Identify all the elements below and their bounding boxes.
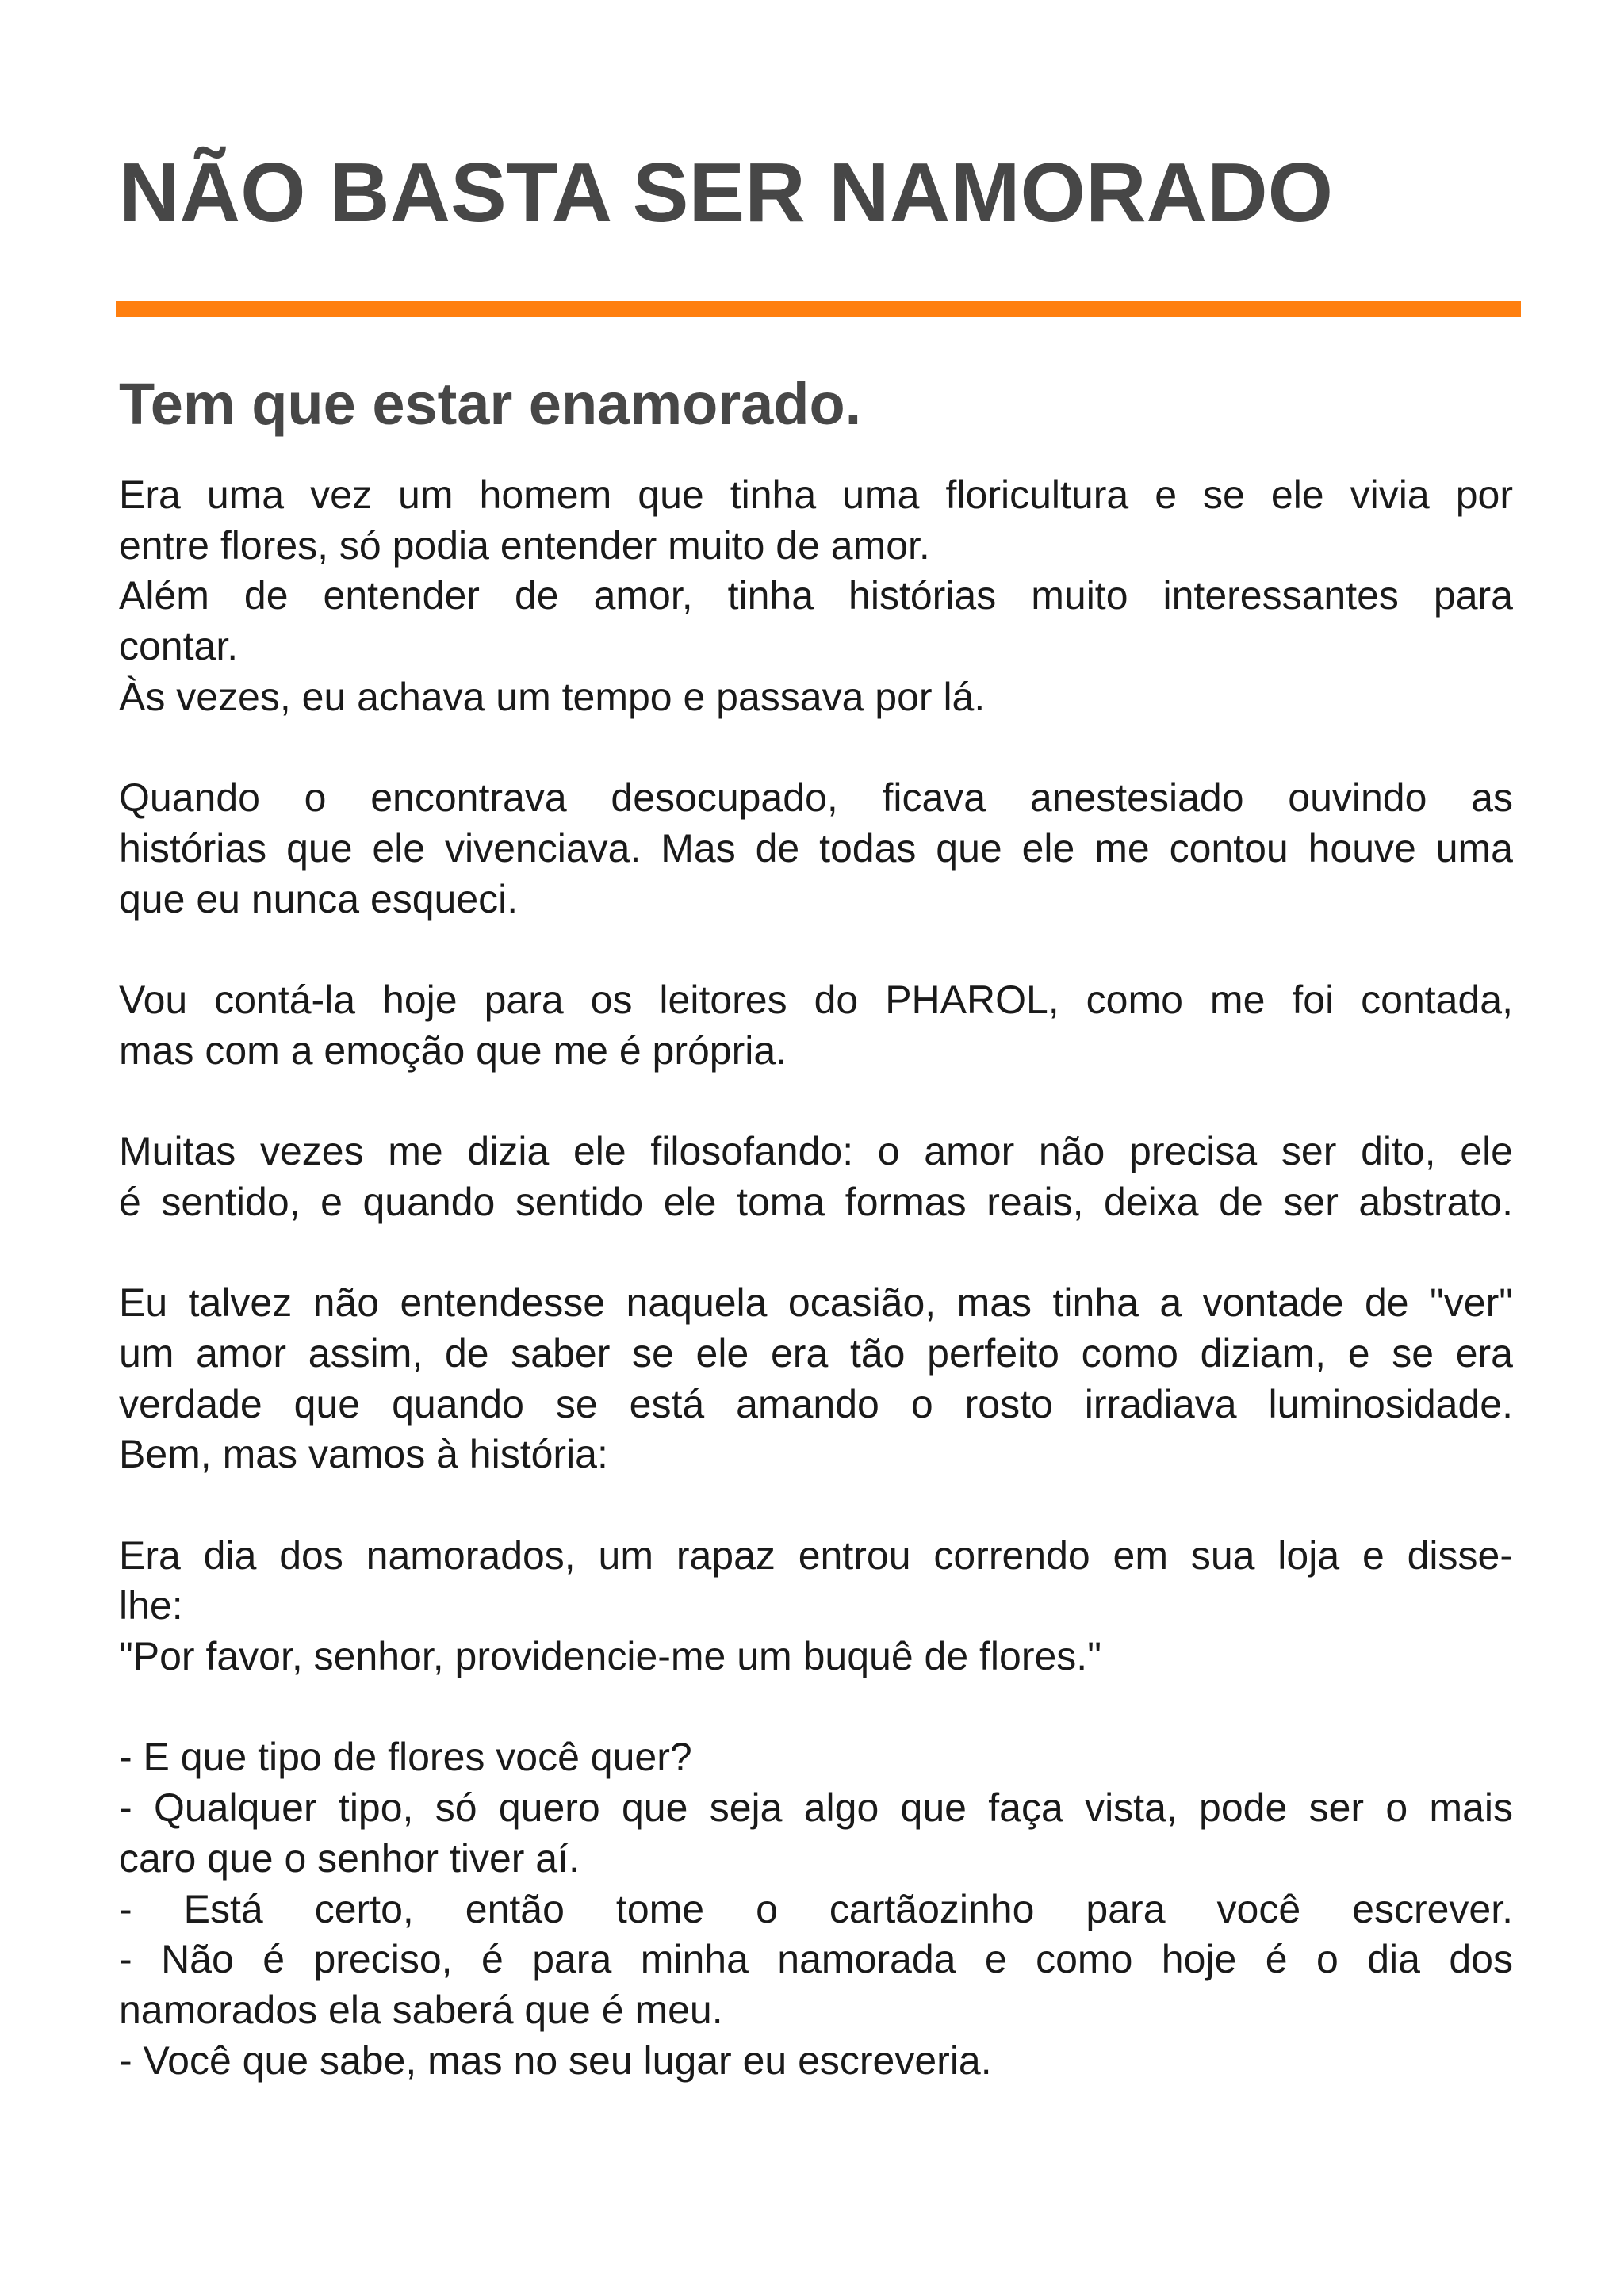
text-line: - Qualquer tipo, só quero que seja algo que faça vista, pode ser o mais xyxy=(119,1785,1513,1831)
paragraph xyxy=(119,1127,1513,1227)
text-line: - Você que sabe, mas no seu lugar eu escreveria. xyxy=(119,2038,992,2083)
paragraph xyxy=(119,1732,1513,2086)
text-line: Era uma vez um homem que tinha uma floricultura e se ele vivia por xyxy=(119,473,1513,517)
text-line: um amor assim, de saber se ele era tão perfeito como diziam, e se era xyxy=(119,1330,1513,1376)
text-line: Muitas vezes me dizia ele filosofando: o amor não precisa ser dito, ele xyxy=(119,1129,1513,1174)
text-line: é sentido, e quando sentido ele toma formas reais, deixa de ser abstrato. xyxy=(119,1179,1513,1224)
text-line: Quando o encontrava desocupado, ficava anestesiado ouvindo as xyxy=(119,775,1513,821)
text-line: - Não é preciso, é para minha namorada e como hoje é o dia dos xyxy=(119,1937,1513,1982)
text-line: entre flores, só podia entender muito de amor. xyxy=(119,522,930,568)
page-subtitle: Tem que estar enamorado. xyxy=(119,371,862,437)
text-line: Às vezes, eu achava um tempo e passava por lá. xyxy=(119,674,986,719)
text-line: verdade que quando se está amando o rosto irradiava luminosidade. xyxy=(119,1381,1513,1426)
text-line: caro que o senhor tiver aí. xyxy=(119,1835,580,1881)
paragraph xyxy=(119,1278,1513,1480)
text-line: - E que tipo de flores você quer? xyxy=(119,1735,692,1780)
text-line: Eu talvez não entendesse naquela ocasião, mas tinha a vontade de "ver" xyxy=(119,1280,1513,1326)
orange-divider xyxy=(116,301,1521,317)
text-line: histórias que ele vivenciava. Mas de todas que ele me contou houve uma xyxy=(119,825,1513,871)
text-line: Além de entender de amor, tinha histórias muito interessantes para xyxy=(119,573,1513,618)
text-line: que eu nunca esqueci. xyxy=(119,876,519,921)
text-line: Bem, mas vamos à história: xyxy=(119,1432,608,1477)
text-line: lhe: xyxy=(119,1583,183,1628)
text-line: - Está certo, então tome o cartãozinho para você escrever. xyxy=(119,1886,1513,1931)
text-line: mas com a emoção que me é própria. xyxy=(119,1027,787,1073)
page-title: NÃO BASTA SER NAMORADO xyxy=(119,146,1334,239)
text-line: Era dia dos namorados, um rapaz entrou correndo em sua loja e disse- xyxy=(119,1533,1513,1578)
text-line: namorados ela saberá que é meu. xyxy=(119,1988,723,2032)
paragraph xyxy=(119,470,1513,723)
text-line: contar. xyxy=(119,624,239,669)
text-line: "Por favor, senhor, providencie-me um buquê de flores." xyxy=(119,1634,1101,1679)
text-line: Vou contá-la hoje para os leitores do PHAROL, como me foi contada, xyxy=(119,978,1513,1022)
paragraph xyxy=(119,975,1513,1076)
paragraph xyxy=(119,1531,1513,1682)
paragraph xyxy=(119,773,1513,924)
article-body xyxy=(119,470,1513,2137)
